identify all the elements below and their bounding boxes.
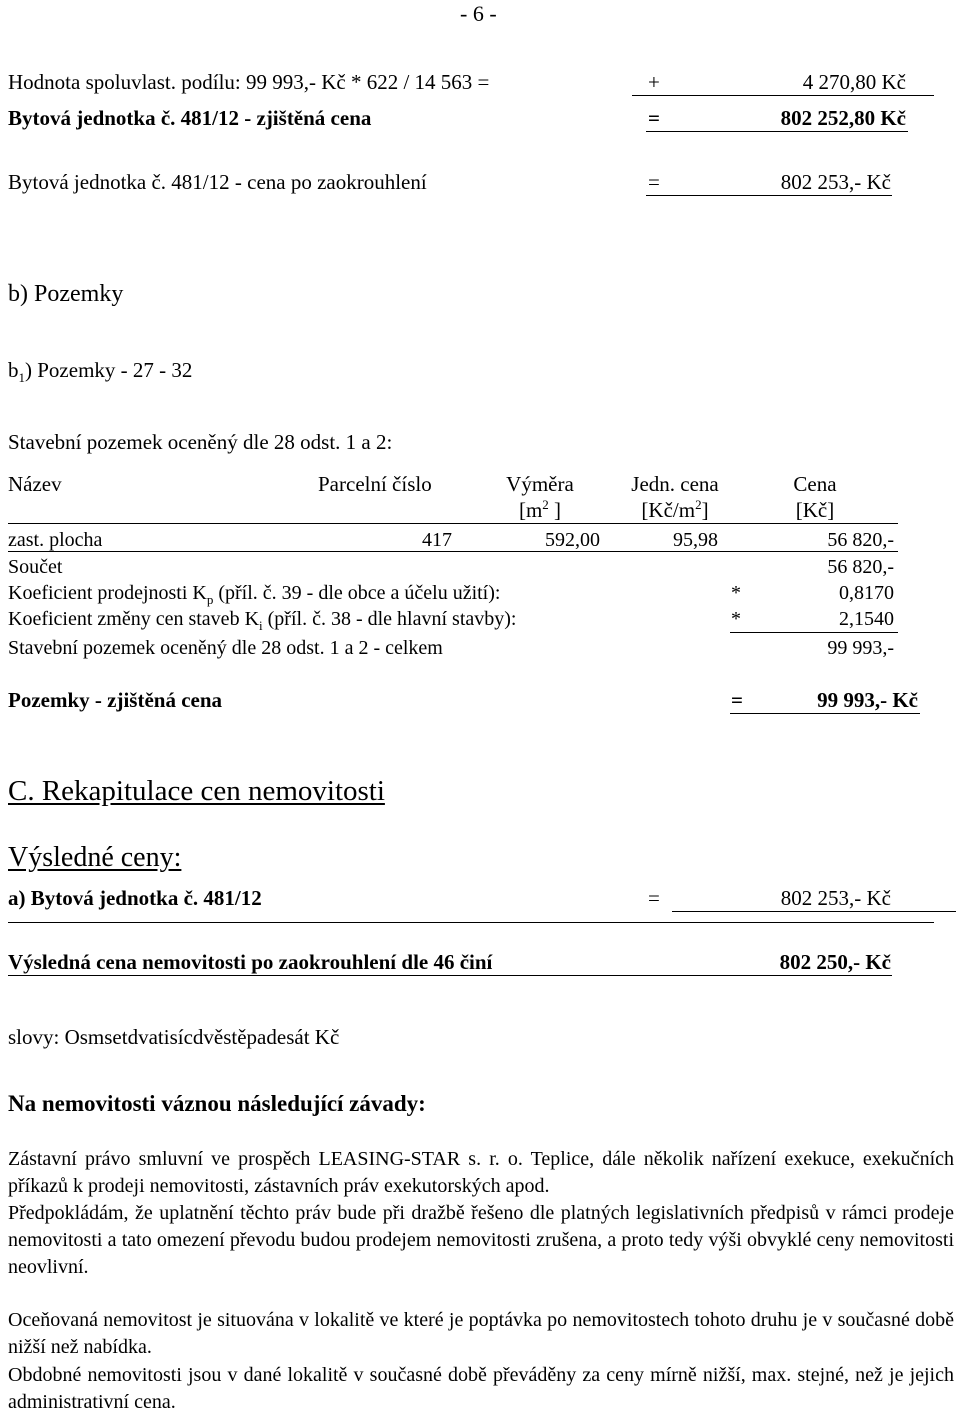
rule-line <box>8 551 898 552</box>
section-b1-suffix: ) Pozemky - 27 - 32 <box>25 358 193 382</box>
header-price-unit: [Kč] <box>795 498 835 522</box>
section-b1-prefix: b <box>8 358 19 382</box>
unit-rounded-price-label: Bytová jednotka č. 481/12 - cena po zaokrouhlení <box>8 170 427 194</box>
rule-line <box>646 131 908 132</box>
unit-rounded-price-amount: 802 253,- Kč <box>780 170 891 194</box>
results-heading: Výsledné ceny: <box>8 842 182 873</box>
defects-paragraph-2: Předpokládám, že uplatnění těchto práv bude při dražbě řešeno dle platných legislativních předpisů v rámci prodeje nemovitosti a tato omezení převodu budou prodejem nemovitosti zrušena, a proto tedy výši obvyklé ceny nemovitosti neovlivní. <box>8 1202 954 1278</box>
unit-found-price-label: Bytová jednotka č. 481/12 - zjištěná cena <box>8 106 372 130</box>
section-b1-index: 1 <box>18 370 25 386</box>
rule-line <box>8 523 898 524</box>
final-price-label: Výsledná cena nemovitosti po zaokrouhlení dle 46 činí <box>8 950 493 974</box>
row-price: 56 820,- <box>827 529 894 551</box>
section-c-title: C. Rekapitulace cen nemovitosti <box>8 775 385 807</box>
unit-found-price-amount: 802 252,80 Kč <box>780 106 906 130</box>
page-number: - 6 - <box>460 1 497 26</box>
result-a-sign: = <box>648 886 660 910</box>
header-area: Výměra <box>506 472 574 496</box>
rule-line <box>8 975 892 976</box>
row-area: 592,00 <box>545 529 600 551</box>
defects-paragraph-1: Zástavní právo smluvní ve prospěch LEASING-STAR s. r. o. Teplice, dále několik nařízení exekuce, exekučních příkazů k prodeji nemovitosti, zástavních práv exekutorských apod. <box>8 1148 954 1197</box>
share-value-sign: + <box>648 70 660 94</box>
header-unit-price: Jedn. cena <box>631 472 719 496</box>
land-result-value: 99 993,- Kč <box>817 688 918 712</box>
sum-label: Součet <box>8 556 63 578</box>
land-result-label: Pozemky - zjištěná cena <box>8 688 223 712</box>
kp-operator: * <box>731 582 741 604</box>
ki-label: Koeficient změny cen staveb $K_i$ (příl. č. 38 - dle hlavní stavby): <box>8 608 517 633</box>
unit-rounded-price-sign: = <box>648 170 660 194</box>
unit-found-price-sign: = <box>648 106 660 130</box>
result-a-value: 802 253,- Kč <box>780 886 891 910</box>
share-value-amount: 4 270,80 Kč <box>802 70 906 94</box>
price-in-words: slovy: Osmsetdvatisícdvěstěpadesát Kč <box>8 1025 340 1049</box>
header-unit-price-unit: $[Kč/m^2]$ <box>641 497 709 522</box>
rule-line <box>646 195 892 196</box>
ki-value: 2,1540 <box>839 608 894 630</box>
land-total-label: Stavební pozemek oceněný dle 28 odst. 1 a 2 - celkem <box>8 637 443 659</box>
row-unit-price: 95,98 <box>673 529 718 551</box>
kp-label: Koeficient prodejnosti $K_p$ (příl. č. 39 - dle obce a účelu užití): <box>8 582 501 607</box>
land-result-sign: = <box>731 688 743 712</box>
final-price-value: 802 250,- Kč <box>779 950 891 974</box>
row-name: zast. plocha <box>8 529 103 551</box>
rule-line <box>8 922 934 923</box>
header-name: Název <box>8 472 62 496</box>
ki-operator: * <box>731 608 741 630</box>
section-b-title: b) Pozemky <box>8 281 124 307</box>
land-total-value: 99 993,- <box>827 637 894 659</box>
kp-value: 0,8170 <box>839 582 894 604</box>
row-parcel: 417 <box>422 529 452 551</box>
header-parcel: Parcelní číslo <box>318 472 432 496</box>
header-area-unit: [$m^2$ ] <box>518 497 562 522</box>
land-intro: Stavební pozemek oceněný dle 28 odst. 1 a 2: <box>8 430 393 454</box>
defects-heading: Na nemovitosti váznou následující závady: <box>8 1091 426 1116</box>
defects-paragraph-3: Oceňovaná nemovitost je situována v lokalitě ve které je poptávka po nemovitostech tohoto druhu je v současné době nižší než nabídka. <box>8 1309 954 1358</box>
header-price: Cena <box>793 472 837 496</box>
share-value-label: Hodnota spoluvlast. podílu: 99 993,- Kč * 622 / 14 563 = <box>8 70 490 94</box>
rule-line <box>672 911 956 912</box>
rule-line <box>730 713 920 714</box>
rule-line <box>632 95 934 96</box>
section-b1-title <box>8 358 193 386</box>
rule-line <box>730 632 898 633</box>
result-a-label: a) Bytová jednotka č. 481/12 <box>8 886 262 910</box>
defects-paragraph-4: Obdobné nemovitosti jsou v dané lokalitě v současné době převáděny za ceny mírně nižší, max. stejné, než je jejich administrativní cena. <box>8 1364 954 1413</box>
sum-value: 56 820,- <box>827 556 894 578</box>
